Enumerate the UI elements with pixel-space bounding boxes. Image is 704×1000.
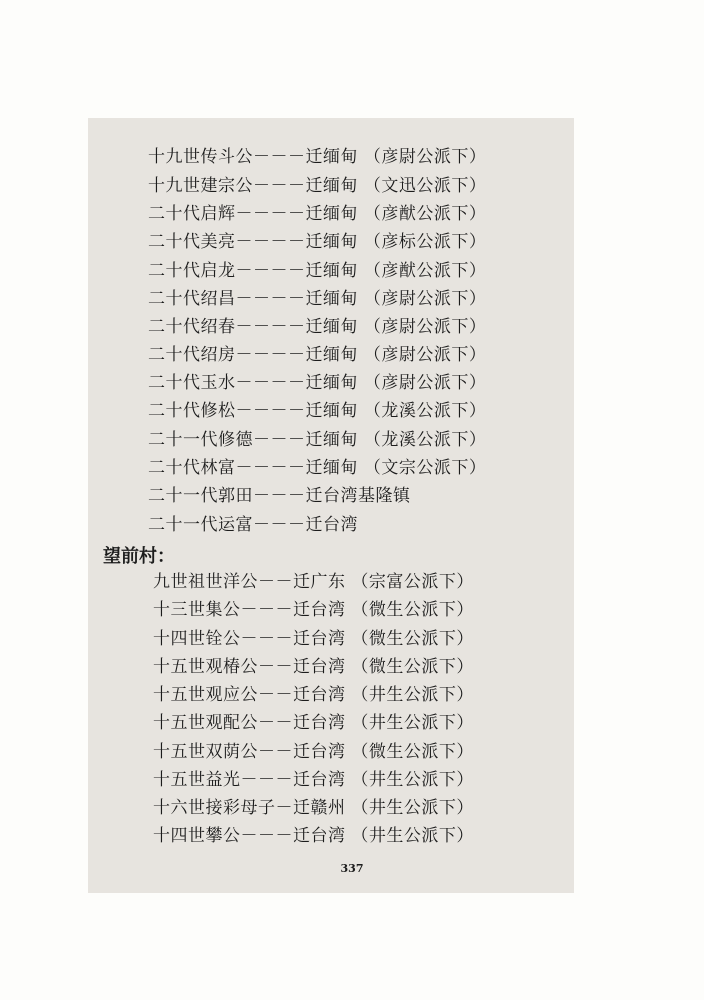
record-line: 二十一代修德－－－迁缅甸 （龙溪公派下）: [148, 430, 487, 450]
record-line: 十五世益光－－－迁台湾 （井生公派下）: [153, 770, 474, 790]
record-line: 二十一代运富－－－迁台湾: [148, 515, 358, 535]
record-line: 十五世观配公－－迁台湾 （井生公派下）: [153, 713, 474, 733]
record-line: 十三世集公－－－迁台湾 （微生公派下）: [153, 600, 474, 620]
record-line: 二十代修松－－－－迁缅甸 （龙溪公派下）: [148, 401, 487, 421]
record-line: 二十代玉水－－－－迁缅甸 （彦尉公派下）: [148, 373, 487, 393]
record-line: 二十代绍春－－－－迁缅甸 （彦尉公派下）: [148, 317, 487, 337]
record-line: 二十代绍昌－－－－迁缅甸 （彦尉公派下）: [148, 289, 487, 309]
record-line: 十四世铨公－－－迁台湾 （微生公派下）: [153, 629, 474, 649]
section-heading: 望前村：: [103, 546, 175, 567]
record-line: 十六世接彩母子－迁赣州 （井生公派下）: [153, 798, 474, 818]
record-line: 二十代美亮－－－－迁缅甸 （彦标公派下）: [148, 232, 487, 252]
record-line: 十五世观椿公－－迁台湾 （微生公派下）: [153, 657, 474, 677]
record-line: 二十代启龙－－－－迁缅甸 （彦猷公派下）: [148, 261, 487, 281]
record-line: 十九世传斗公－－－迁缅甸 （彦尉公派下）: [148, 147, 487, 167]
page-number: 337: [340, 862, 364, 875]
record-line: 九世祖世洋公－－迁广东 （宗富公派下）: [153, 572, 474, 592]
record-line: 二十代启辉－－－－迁缅甸 （彦猷公派下）: [148, 204, 487, 224]
record-line: 二十代绍房－－－－迁缅甸 （彦尉公派下）: [148, 345, 487, 365]
record-line: 十四世攀公－－－迁台湾 （井生公派下）: [153, 826, 474, 846]
record-line: 二十代林富－－－－迁缅甸 （文宗公派下）: [148, 458, 487, 478]
record-line: 二十一代郭田－－－迁台湾基隆镇: [148, 486, 411, 506]
record-line: 十九世建宗公－－－迁缅甸 （文迅公派下）: [148, 176, 487, 196]
record-line: 十五世观应公－－迁台湾 （井生公派下）: [153, 685, 474, 705]
record-line: 十五世双荫公－－迁台湾 （微生公派下）: [153, 742, 474, 762]
